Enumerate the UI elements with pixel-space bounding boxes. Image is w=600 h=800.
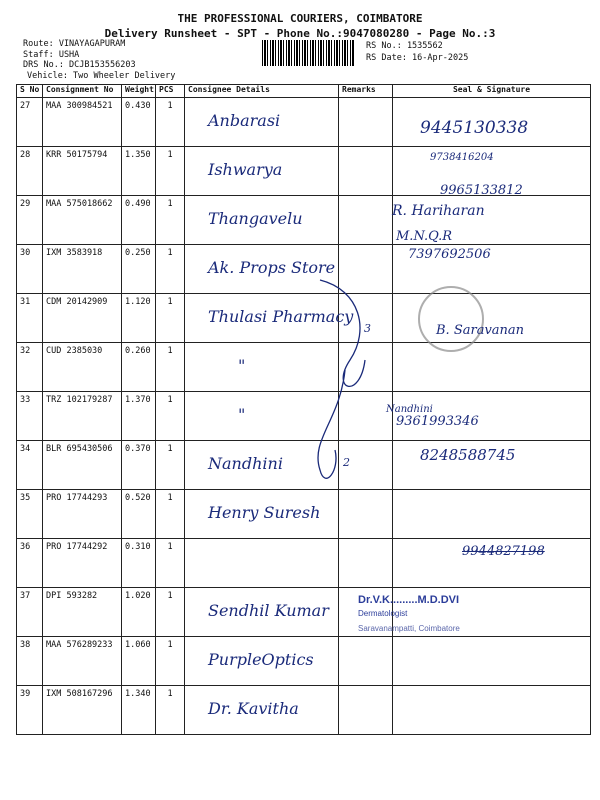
table-row — [17, 637, 591, 686]
cell-sno: 30 — [17, 245, 43, 294]
round-seal-stamp — [418, 286, 484, 352]
cell-sno: 29 — [17, 196, 43, 245]
cell-sno: 32 — [17, 343, 43, 392]
runsheet-meta-left — [23, 39, 175, 81]
cell-sno: 36 — [17, 539, 43, 588]
cell-pcs: 1 — [156, 294, 185, 343]
consignee-handwriting: " — [238, 356, 246, 375]
signature-note: Nandhini — [386, 404, 433, 415]
col-consignment: Consignment No — [43, 85, 122, 98]
cell-sno: 39 — [17, 686, 43, 735]
cell-consignment: MAA 575018662 — [43, 196, 122, 245]
table-row — [17, 196, 591, 245]
cell-consignment: TRZ 102179287 — [43, 392, 122, 441]
signature-note: 8248588745 — [420, 446, 516, 464]
consignee-handwriting: Thangavelu — [208, 209, 303, 228]
cell-consignment: MAA 300984521 — [43, 98, 122, 147]
consignee-handwriting: " — [238, 405, 246, 424]
signature-note: 9445130338 — [420, 118, 529, 138]
col-consignee: Consignee Details — [185, 85, 339, 98]
cell-pcs: 1 — [156, 392, 185, 441]
consignee-handwriting: Dr. Kavitha — [208, 699, 299, 718]
cell-consignee — [185, 686, 339, 735]
cell-pcs: 1 — [156, 196, 185, 245]
annotation-mark: 3 — [364, 322, 371, 335]
signature-note: 9965133812 — [440, 183, 523, 198]
cell-signature — [393, 637, 591, 686]
stamp-line-1: Dr.V.K.........M.D.DVI — [358, 594, 460, 606]
signature-note: R. Hariharan — [392, 203, 485, 219]
cell-consignee — [185, 539, 339, 588]
table-row — [17, 588, 591, 637]
doctor-stamp — [358, 594, 460, 633]
cell-consignee — [185, 98, 339, 147]
cell-weight: 0.260 — [122, 343, 156, 392]
cell-weight: 1.350 — [122, 147, 156, 196]
signature-note: B. Saravanan — [436, 323, 525, 338]
staff-label: Staff: USHA — [23, 49, 80, 60]
col-seal-signature: Seal & Signature — [393, 85, 591, 98]
cell-pcs: 1 — [156, 637, 185, 686]
cell-pcs: 1 — [156, 686, 185, 735]
cell-consignment: IXM 508167296 — [43, 686, 122, 735]
col-weight: Weight — [122, 85, 156, 98]
cell-weight: 1.120 — [122, 294, 156, 343]
cell-weight: 1.370 — [122, 392, 156, 441]
rs-date-label: RS Date: 16-Apr-2025 — [366, 53, 469, 63]
cell-consignee — [185, 196, 339, 245]
cell-consignment: CUD 2385030 — [43, 343, 122, 392]
cell-sno: 34 — [17, 441, 43, 490]
cell-pcs: 1 — [156, 343, 185, 392]
cell-pcs: 1 — [156, 539, 185, 588]
cell-sno: 31 — [17, 294, 43, 343]
cell-weight: 0.310 — [122, 539, 156, 588]
consignee-handwriting: Nandhini — [208, 454, 283, 473]
cell-sno: 35 — [17, 490, 43, 539]
cell-pcs: 1 — [156, 245, 185, 294]
cell-pcs: 1 — [156, 98, 185, 147]
cell-consignee — [185, 637, 339, 686]
cell-remarks — [339, 686, 393, 735]
cell-weight: 0.430 — [122, 98, 156, 147]
signature-note: 7397692506 — [408, 247, 491, 262]
rs-no-label: RS No.: 1535562 — [366, 41, 443, 51]
cell-signature — [393, 490, 591, 539]
cell-consignment: KRR 50175794 — [43, 147, 122, 196]
cell-consignment: MAA 576289233 — [43, 637, 122, 686]
consignee-handwriting: Anbarasi — [208, 111, 281, 130]
cell-pcs: 1 — [156, 147, 185, 196]
cell-sno: 28 — [17, 147, 43, 196]
stamp-line-2: Dermatologist — [358, 609, 408, 618]
col-pcs: PCS — [156, 85, 185, 98]
stamp-line-3: Saravanampatti, Coimbatore — [358, 624, 460, 633]
table-header-row — [17, 85, 591, 98]
cell-signature — [393, 343, 591, 392]
cell-remarks — [339, 637, 393, 686]
cell-remarks — [339, 147, 393, 196]
signature-note: 9361993346 — [396, 414, 479, 429]
annotation-mark: 2 — [343, 456, 350, 469]
consignee-handwriting: PurpleOptics — [208, 650, 314, 669]
cell-consignment: PRO 17744293 — [43, 490, 122, 539]
company-title: THE PROFESSIONAL COURIERS, COIMBATORE — [177, 12, 423, 25]
cell-consignee — [185, 147, 339, 196]
cell-weight: 0.520 — [122, 490, 156, 539]
barcode-image — [262, 40, 354, 66]
cell-remarks — [339, 539, 393, 588]
cell-sno: 33 — [17, 392, 43, 441]
col-remarks: Remarks — [339, 85, 393, 98]
table-row — [17, 686, 591, 735]
consignee-handwriting: Ishwarya — [208, 160, 283, 179]
runsheet-subtitle: Delivery Runsheet - SPT - Phone No.:9047080280 - Page No.:3 — [104, 27, 496, 40]
consignee-handwriting: Sendhil Kumar — [208, 601, 329, 620]
cell-weight: 1.020 — [122, 588, 156, 637]
cell-pcs: 1 — [156, 490, 185, 539]
cell-weight: 0.490 — [122, 196, 156, 245]
consignee-handwriting: Ak. Props Store — [208, 258, 336, 277]
cell-consignment: BLR 695430506 — [43, 441, 122, 490]
cell-weight: 1.060 — [122, 637, 156, 686]
cell-consignment: PRO 17744292 — [43, 539, 122, 588]
cell-consignment: DPI 593282 — [43, 588, 122, 637]
drs-label: DRS No.: DCJB153556203 — [23, 60, 136, 70]
vehicle-label: Vehicle: Two Wheeler Delivery — [27, 70, 176, 81]
cell-remarks — [339, 98, 393, 147]
cell-consignment: IXM 3583918 — [43, 245, 122, 294]
signature-note: 9944827198 — [462, 544, 545, 559]
consignee-handwriting: Henry Suresh — [208, 503, 321, 522]
cell-sno: 27 — [17, 98, 43, 147]
cell-remarks — [339, 196, 393, 245]
cell-sno: 37 — [17, 588, 43, 637]
cell-weight: 1.340 — [122, 686, 156, 735]
signature-scribble-icon — [300, 270, 380, 500]
cell-pcs: 1 — [156, 441, 185, 490]
cell-consignee — [185, 588, 339, 637]
cell-sno: 38 — [17, 637, 43, 686]
cell-consignment: CDM 20142909 — [43, 294, 122, 343]
cell-signature — [393, 686, 591, 735]
cell-weight: 0.250 — [122, 245, 156, 294]
route-label: Route: VINAYAGAPURAM — [23, 39, 126, 49]
consignee-handwriting: Thulasi Pharmacy — [208, 307, 354, 326]
col-sno: S No — [17, 85, 43, 98]
signature-note: 9738416204 — [430, 152, 494, 163]
cell-weight: 0.370 — [122, 441, 156, 490]
runsheet-meta-right — [366, 40, 468, 64]
signature-note: M.N.Q.R — [396, 229, 453, 244]
cell-pcs: 1 — [156, 588, 185, 637]
